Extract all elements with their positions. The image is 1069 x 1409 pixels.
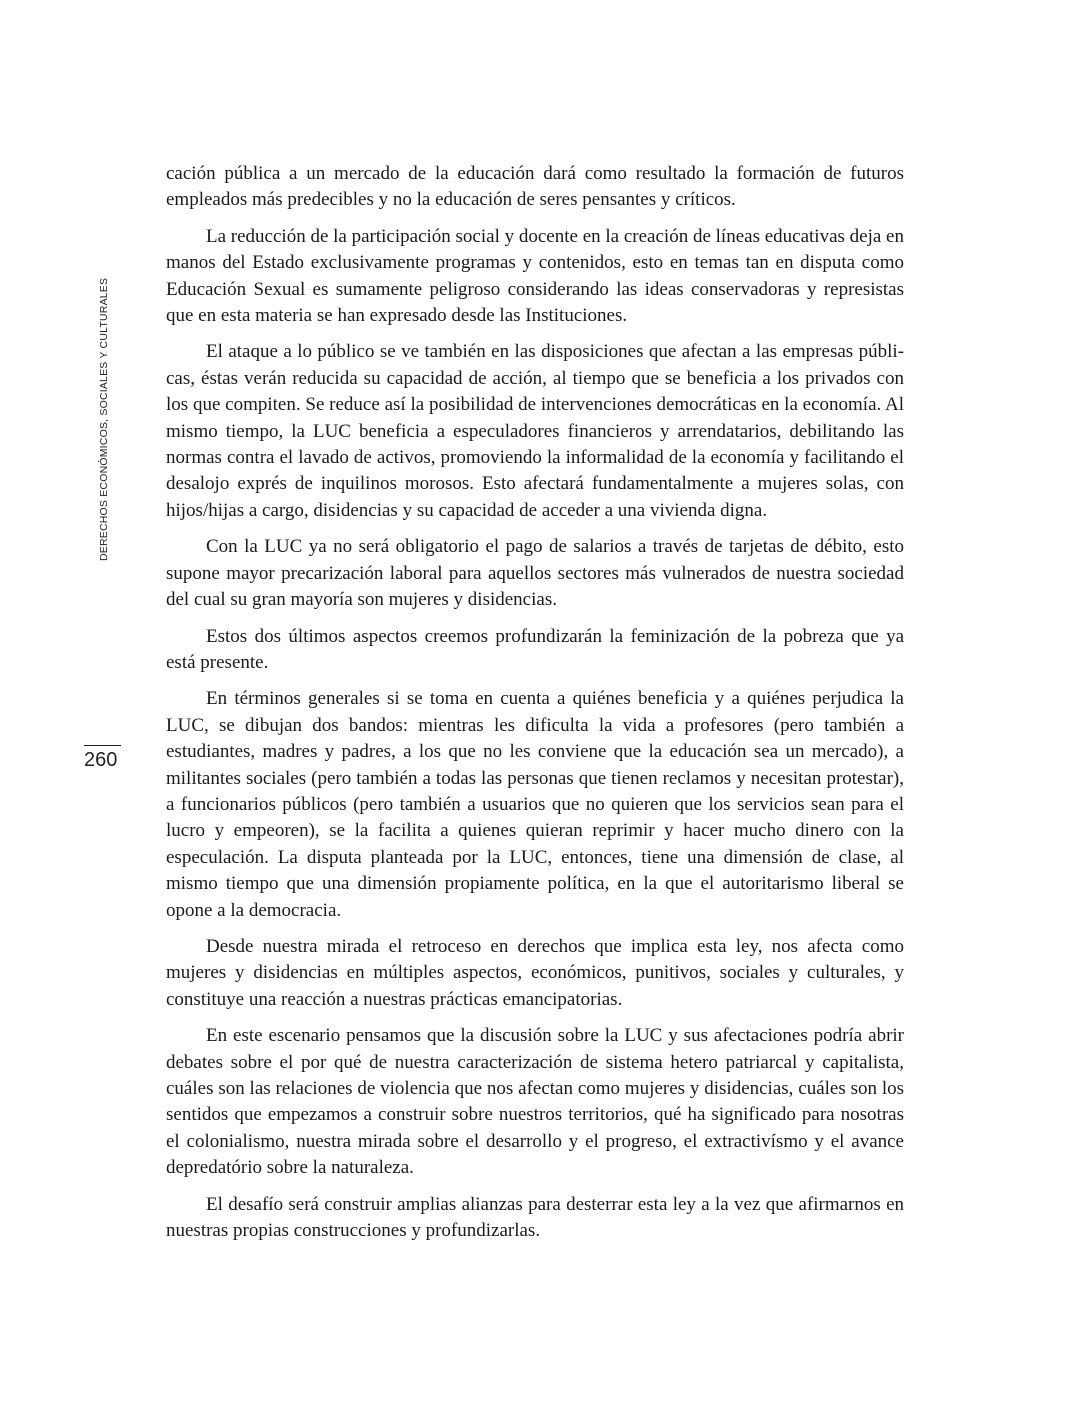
paragraph: Con la LUC ya no será obligatorio el pago de salarios a través de tarjetas de débito, esto supone mayor precarización laboral para aquellos sectores más vulnerados de nuestra sociedad del cual su gran mayoría son mujeres y disidencias.	[166, 536, 904, 611]
paragraph: El desafío será construir amplias alianzas para desterrar esta ley a la vez que afirmarnos en nuestras propias construcciones y profundizarlas.	[166, 1193, 904, 1242]
page-number-rule	[84, 745, 121, 746]
running-head: DERECHOS ECONÓMICOS, SOCIALES Y CULTURALES	[98, 277, 110, 561]
paragraph: En términos generales si se toma en cuenta a quiénes beneficia y a quiénes perjudica la LUC, se dibujan dos bandos: mientras les dificulta la vida a profesores (pero también a estudiantes, madres y padres, a los que no les conviene que la educación sea un mercado), a militantes sociales (pero también a todas las personas que tienen reclamos y necesitan protestar), a funcionarios públicos (pero también a usuarios que no quieren que los servicios sean para el lucro y empeoren), se la facilita a quienes quieran reprimir y hacer mucho dinero con la especulación. La disputa planteada por la LUC, entonces, tiene una dimensión de clase, al mismo tiempo que una dimensión propiamente política, en la que el autoritarismo liberal se opone a la democracia.	[166, 688, 904, 921]
paragraph: Estos dos últimos aspectos creemos profundizarán la feminización de la pobreza que ya está presente.	[166, 625, 904, 673]
page-number: 260	[84, 749, 118, 771]
paragraph: En este escenario pensamos que la discusión sobre la LUC y sus afectaciones podría abrir debates sobre el por qué de nuestra caracterización de sistema hetero patriarcal y capitalista, cuáles son las relaciones de violencia que nos afectan como mujeres y disidencias, cuáles son los sentidos que empezamos a construir sobre nuestros territorios, qué ha significado para nosotras el colonialismo, nuestra mirada sobre el desarrollo y el progreso, el extractivísmo y el avance depredatório sobre la naturaleza.	[166, 1025, 904, 1179]
body-text	[166, 161, 904, 1254]
paragraph: cación pública a un mercado de la educación dará como resultado la formación de futuros empleados más predecibles y no la educación de seres pensantes y críticos.	[166, 163, 904, 211]
paragraph: La reducción de la participación social y docente en la creación de líneas educativas deja en manos del Estado exclusivamente programas y contenidos, esto en temas tan en disputa como Educación Sexual es sumamente peligroso considerando las ideas conservadoras y represistas que en esta materia se han expresado desde las Instituciones.	[166, 225, 904, 327]
paragraph: Desde nuestra mirada el retroceso en derechos que implica esta ley, nos afecta como mujeres y disidencias en múltiples aspectos, económicos, punitivos, sociales y culturales, y constituye una reacción a nuestras prácticas emancipatorias.	[166, 935, 904, 1010]
paragraph: El ataque a lo público se ve también en las disposiciones que afectan a las empresas públicas, éstas verán reducida su capacidad de acción, al tiempo que se beneficia a los privados con los que compiten. Se reduce así la posibilidad de intervenciones democráticas en la economía. Al mismo tiempo, la LUC beneficia a especuladores financieros y arrendatarios, debilitando las normas contra el lavado de activos, promoviendo la informalidad de la economía y facilitando el desalojo exprés de inquilinos morosos. Esto afectará fundamentalmente a mujeres solas, con hijos/hijas a cargo, disidencias y su capacidad de acceder a una vivienda digna.	[166, 341, 904, 521]
